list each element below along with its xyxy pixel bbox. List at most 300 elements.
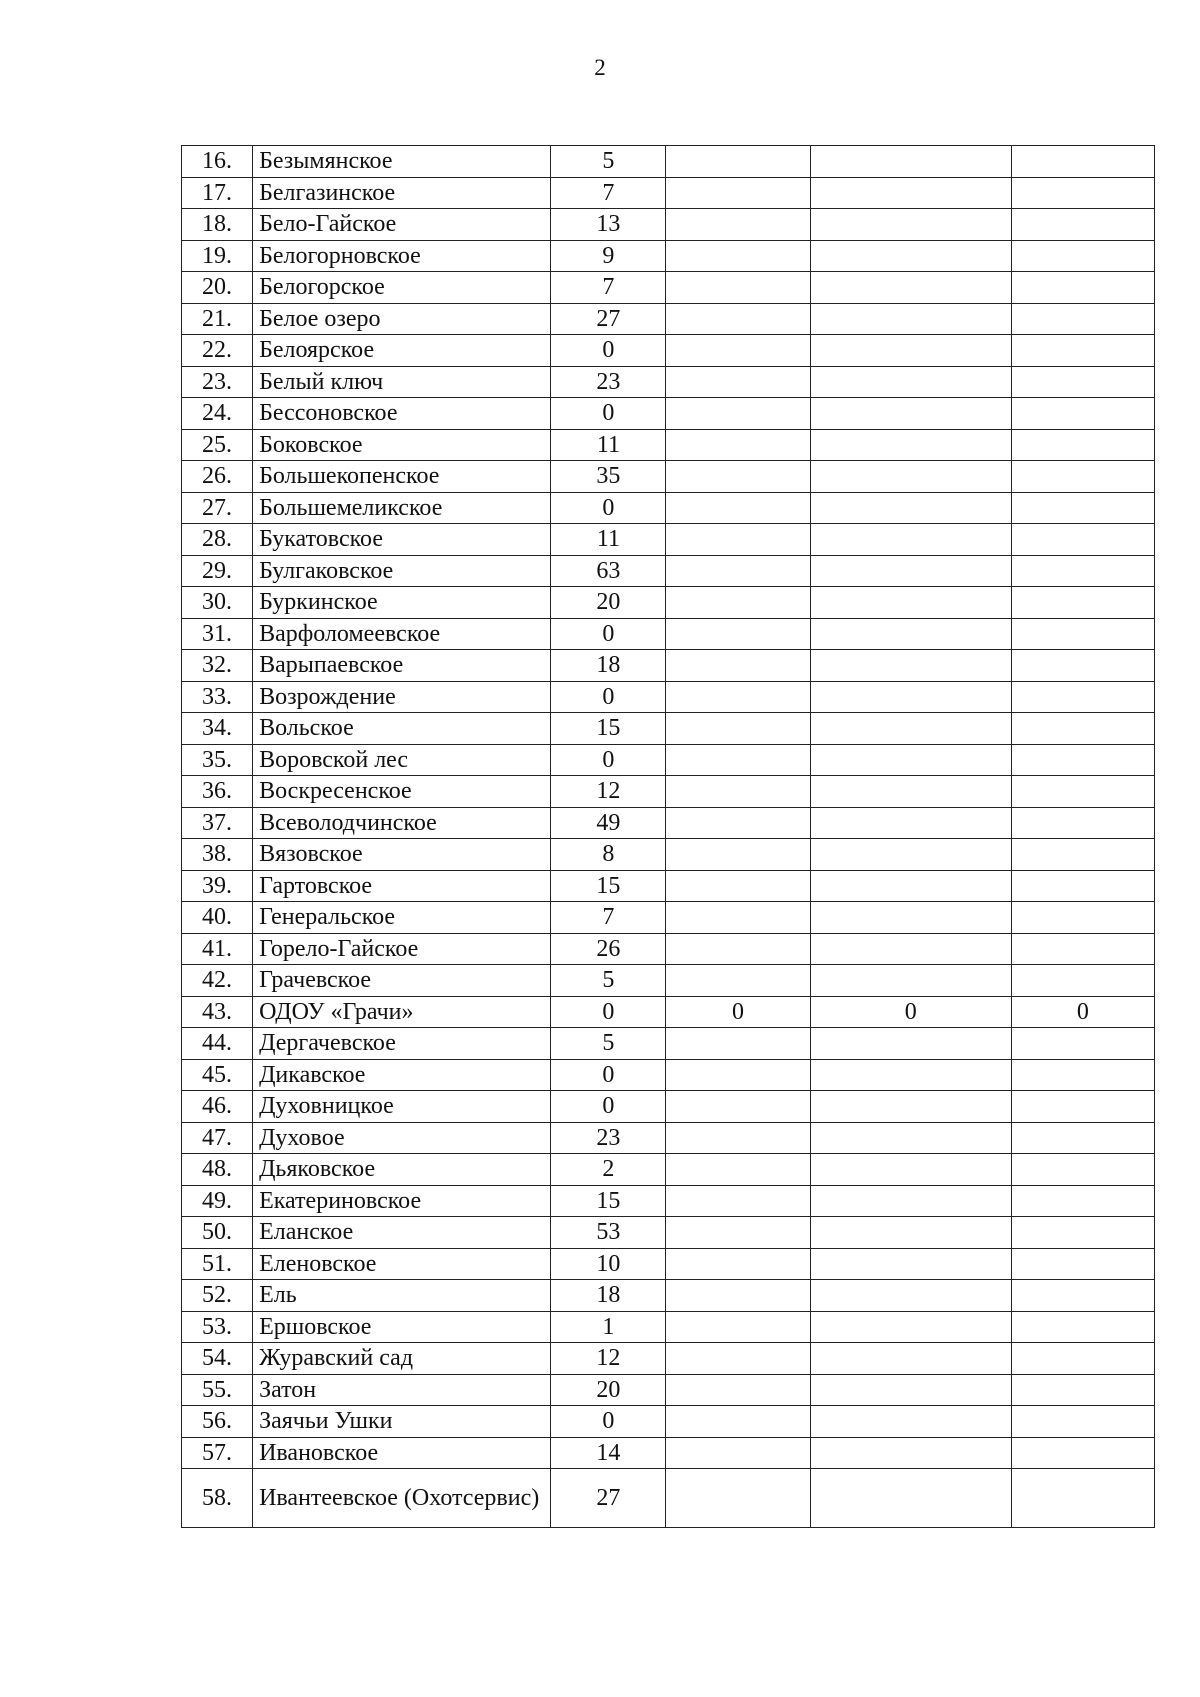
ground-name-cell: Грачевское — [253, 965, 551, 997]
ground-name-cell: Всеволодчинское — [253, 807, 551, 839]
extra-column-2-cell — [810, 1280, 1011, 1312]
extra-column-2-cell — [810, 1437, 1011, 1469]
extra-column-2-cell — [810, 429, 1011, 461]
ground-name-cell: Ивановское — [253, 1437, 551, 1469]
count-cell: 9 — [551, 240, 666, 272]
row-number-cell: 36. — [182, 776, 253, 808]
extra-column-1-cell — [666, 1437, 810, 1469]
extra-column-3-cell — [1011, 524, 1154, 556]
count-cell: 1 — [551, 1311, 666, 1343]
ground-name-cell: Большемеликское — [253, 492, 551, 524]
table-row — [182, 1028, 1155, 1060]
extra-column-3-cell — [1011, 1374, 1154, 1406]
extra-column-2-cell — [810, 713, 1011, 745]
extra-column-3-cell — [1011, 272, 1154, 304]
extra-column-3-cell — [1011, 1185, 1154, 1217]
extra-column-2-cell — [810, 618, 1011, 650]
row-number-cell: 27. — [182, 492, 253, 524]
table-row — [182, 744, 1155, 776]
table-row — [182, 713, 1155, 745]
ground-name-cell: Безымянское — [253, 146, 551, 178]
row-number-cell: 29. — [182, 555, 253, 587]
extra-column-2-cell — [810, 965, 1011, 997]
row-number-cell: 53. — [182, 1311, 253, 1343]
count-cell: 0 — [551, 1091, 666, 1123]
row-number-cell: 39. — [182, 870, 253, 902]
row-number-cell: 20. — [182, 272, 253, 304]
ground-name-cell: Возрождение — [253, 681, 551, 713]
ground-name-cell: Буркинское — [253, 587, 551, 619]
table-row — [182, 776, 1155, 808]
row-number-cell: 38. — [182, 839, 253, 871]
count-cell: 23 — [551, 1122, 666, 1154]
page-number: 2 — [594, 55, 606, 80]
extra-column-3-cell — [1011, 1469, 1154, 1528]
count-cell: 8 — [551, 839, 666, 871]
row-number-cell: 41. — [182, 933, 253, 965]
count-cell: 20 — [551, 587, 666, 619]
table-row — [182, 492, 1155, 524]
table-row — [182, 146, 1155, 178]
extra-column-3-cell — [1011, 1343, 1154, 1375]
row-number-cell: 40. — [182, 902, 253, 934]
extra-column-1-cell — [666, 1406, 810, 1438]
extra-column-3-cell — [1011, 807, 1154, 839]
table-row — [182, 1217, 1155, 1249]
count-cell: 14 — [551, 1437, 666, 1469]
extra-column-3-cell — [1011, 1028, 1154, 1060]
row-number-cell: 35. — [182, 744, 253, 776]
extra-column-1-cell — [666, 1185, 810, 1217]
table-row — [182, 1374, 1155, 1406]
row-number-cell: 31. — [182, 618, 253, 650]
row-number-cell: 16. — [182, 146, 253, 178]
table-row — [182, 1280, 1155, 1312]
count-cell: 0 — [551, 744, 666, 776]
ground-name-cell: Духовницкое — [253, 1091, 551, 1123]
extra-column-1-cell — [666, 713, 810, 745]
extra-column-3-cell — [1011, 492, 1154, 524]
extra-column-1-cell — [666, 429, 810, 461]
extra-column-1-cell — [666, 807, 810, 839]
extra-column-2-cell — [810, 524, 1011, 556]
count-cell: 0 — [551, 681, 666, 713]
table-row — [182, 335, 1155, 367]
extra-column-2-cell — [810, 461, 1011, 493]
extra-column-1-cell — [666, 1154, 810, 1186]
ground-name-cell: Варыпаевское — [253, 650, 551, 682]
extra-column-2-cell — [810, 1059, 1011, 1091]
table-row — [182, 1059, 1155, 1091]
count-cell: 2 — [551, 1154, 666, 1186]
ground-name-cell: Булгаковское — [253, 555, 551, 587]
ground-name-cell: Дикавское — [253, 1059, 551, 1091]
ground-name-cell: Затон — [253, 1374, 551, 1406]
extra-column-2-cell — [810, 335, 1011, 367]
count-cell: 15 — [551, 713, 666, 745]
extra-column-1-cell — [666, 587, 810, 619]
table-row — [182, 933, 1155, 965]
ground-name-cell: Заячьи Ушки — [253, 1406, 551, 1438]
extra-column-2-cell — [810, 1091, 1011, 1123]
extra-column-3-cell — [1011, 1091, 1154, 1123]
ground-name-cell: Варфоломеевское — [253, 618, 551, 650]
extra-column-3-cell — [1011, 1059, 1154, 1091]
extra-column-1-cell — [666, 744, 810, 776]
extra-column-2-cell — [810, 209, 1011, 241]
ground-name-cell: Екатериновское — [253, 1185, 551, 1217]
count-cell: 0 — [551, 398, 666, 430]
ground-name-cell: Букатовское — [253, 524, 551, 556]
extra-column-1-cell — [666, 1091, 810, 1123]
extra-column-3-cell — [1011, 744, 1154, 776]
ground-name-cell: Вязовское — [253, 839, 551, 871]
row-number-cell: 54. — [182, 1343, 253, 1375]
extra-column-1-cell — [666, 870, 810, 902]
row-number-cell: 26. — [182, 461, 253, 493]
row-number-cell: 17. — [182, 177, 253, 209]
ground-name-cell: Дьяковское — [253, 1154, 551, 1186]
count-cell: 15 — [551, 870, 666, 902]
ground-name-cell: Бессоновское — [253, 398, 551, 430]
extra-column-1-cell — [666, 1343, 810, 1375]
table-row — [182, 240, 1155, 272]
count-cell: 0 — [551, 996, 666, 1028]
extra-column-2-cell — [810, 681, 1011, 713]
extra-column-3-cell — [1011, 902, 1154, 934]
count-cell: 7 — [551, 272, 666, 304]
count-cell: 35 — [551, 461, 666, 493]
extra-column-2-cell — [810, 1185, 1011, 1217]
ground-name-cell: Бело-Гайское — [253, 209, 551, 241]
count-cell: 10 — [551, 1248, 666, 1280]
ground-name-cell: Белогорновское — [253, 240, 551, 272]
extra-column-3-cell — [1011, 177, 1154, 209]
extra-column-1-cell: 0 — [666, 996, 810, 1028]
extra-column-1-cell — [666, 650, 810, 682]
table-row — [182, 1437, 1155, 1469]
row-number-cell: 55. — [182, 1374, 253, 1406]
extra-column-1-cell — [666, 492, 810, 524]
count-cell: 11 — [551, 429, 666, 461]
extra-column-1-cell — [666, 1122, 810, 1154]
ground-name-cell: Воскресенское — [253, 776, 551, 808]
extra-column-2-cell — [810, 1122, 1011, 1154]
extra-column-1-cell — [666, 1374, 810, 1406]
ground-name-cell: Большекопенское — [253, 461, 551, 493]
extra-column-3-cell — [1011, 681, 1154, 713]
extra-column-1-cell — [666, 398, 810, 430]
table-row — [182, 1122, 1155, 1154]
table-row — [182, 618, 1155, 650]
table-row — [182, 1154, 1155, 1186]
row-number-cell: 34. — [182, 713, 253, 745]
extra-column-3-cell — [1011, 1311, 1154, 1343]
extra-column-3-cell — [1011, 713, 1154, 745]
extra-column-2-cell — [810, 1217, 1011, 1249]
table-row — [182, 1091, 1155, 1123]
row-number-cell: 56. — [182, 1406, 253, 1438]
extra-column-3-cell — [1011, 1217, 1154, 1249]
row-number-cell: 44. — [182, 1028, 253, 1060]
count-cell: 0 — [551, 1059, 666, 1091]
extra-column-1-cell — [666, 209, 810, 241]
table-row — [182, 177, 1155, 209]
extra-column-3-cell — [1011, 240, 1154, 272]
table-row — [182, 524, 1155, 556]
row-number-cell: 43. — [182, 996, 253, 1028]
extra-column-3-cell — [1011, 1122, 1154, 1154]
table-row — [182, 1406, 1155, 1438]
extra-column-2-cell — [810, 555, 1011, 587]
ground-name-cell: Боковское — [253, 429, 551, 461]
extra-column-2-cell — [810, 933, 1011, 965]
extra-column-1-cell — [666, 681, 810, 713]
count-cell: 5 — [551, 965, 666, 997]
extra-column-1-cell — [666, 1248, 810, 1280]
count-cell: 20 — [551, 1374, 666, 1406]
extra-column-2-cell — [810, 807, 1011, 839]
extra-column-1-cell — [666, 933, 810, 965]
count-cell: 27 — [551, 303, 666, 335]
extra-column-3-cell — [1011, 839, 1154, 871]
table-row — [182, 366, 1155, 398]
ground-name-cell: Белый ключ — [253, 366, 551, 398]
extra-column-2-cell — [810, 366, 1011, 398]
extra-column-3-cell — [1011, 1280, 1154, 1312]
extra-column-2-cell — [810, 1343, 1011, 1375]
extra-column-1-cell — [666, 555, 810, 587]
extra-column-2-cell — [810, 650, 1011, 682]
ground-name-cell: Ель — [253, 1280, 551, 1312]
extra-column-2-cell — [810, 1374, 1011, 1406]
table-row — [182, 398, 1155, 430]
extra-column-1-cell — [666, 146, 810, 178]
extra-column-1-cell — [666, 839, 810, 871]
extra-column-1-cell — [666, 177, 810, 209]
table-row — [182, 429, 1155, 461]
table-row — [182, 650, 1155, 682]
count-cell: 5 — [551, 146, 666, 178]
table-row — [182, 839, 1155, 871]
count-cell: 23 — [551, 366, 666, 398]
extra-column-3-cell — [1011, 776, 1154, 808]
row-number-cell: 51. — [182, 1248, 253, 1280]
table-row — [182, 996, 1155, 1028]
extra-column-1-cell — [666, 1311, 810, 1343]
table-row — [182, 681, 1155, 713]
row-number-cell: 30. — [182, 587, 253, 619]
ground-name-cell: Ершовское — [253, 1311, 551, 1343]
extra-column-3-cell — [1011, 1248, 1154, 1280]
extra-column-2-cell — [810, 587, 1011, 619]
table-row — [182, 209, 1155, 241]
ground-name-cell: Белое озеро — [253, 303, 551, 335]
table-row — [182, 807, 1155, 839]
count-cell: 49 — [551, 807, 666, 839]
count-cell: 12 — [551, 1343, 666, 1375]
extra-column-3-cell — [1011, 618, 1154, 650]
extra-column-2-cell — [810, 146, 1011, 178]
row-number-cell: 57. — [182, 1437, 253, 1469]
row-number-cell: 18. — [182, 209, 253, 241]
ground-name-cell: Журавский сад — [253, 1343, 551, 1375]
extra-column-3-cell — [1011, 1154, 1154, 1186]
extra-column-2-cell — [810, 839, 1011, 871]
extra-column-2-cell — [810, 398, 1011, 430]
extra-column-1-cell — [666, 524, 810, 556]
row-number-cell: 23. — [182, 366, 253, 398]
extra-column-2-cell: 0 — [810, 996, 1011, 1028]
extra-column-3-cell — [1011, 209, 1154, 241]
row-number-cell: 33. — [182, 681, 253, 713]
extra-column-1-cell — [666, 1059, 810, 1091]
extra-column-3-cell — [1011, 429, 1154, 461]
extra-column-1-cell — [666, 335, 810, 367]
extra-column-3-cell — [1011, 366, 1154, 398]
extra-column-3-cell — [1011, 1406, 1154, 1438]
extra-column-3-cell — [1011, 555, 1154, 587]
extra-column-2-cell — [810, 1311, 1011, 1343]
extra-column-2-cell — [810, 776, 1011, 808]
extra-column-3-cell — [1011, 650, 1154, 682]
row-number-cell: 24. — [182, 398, 253, 430]
ground-name-cell: Духовое — [253, 1122, 551, 1154]
extra-column-2-cell — [810, 744, 1011, 776]
ground-name-cell: Ивантеевское (Охотсервис) — [253, 1469, 551, 1528]
extra-column-1-cell — [666, 461, 810, 493]
count-cell: 63 — [551, 555, 666, 587]
extra-column-1-cell — [666, 303, 810, 335]
table-row — [182, 272, 1155, 304]
extra-column-1-cell — [666, 902, 810, 934]
count-cell: 5 — [551, 1028, 666, 1060]
count-cell: 15 — [551, 1185, 666, 1217]
row-number-cell: 37. — [182, 807, 253, 839]
extra-column-3-cell — [1011, 870, 1154, 902]
extra-column-2-cell — [810, 902, 1011, 934]
table-row — [182, 555, 1155, 587]
ground-name-cell: Воровской лес — [253, 744, 551, 776]
count-cell: 11 — [551, 524, 666, 556]
row-number-cell: 28. — [182, 524, 253, 556]
ground-name-cell: Генеральское — [253, 902, 551, 934]
ground-name-cell: Дергачевское — [253, 1028, 551, 1060]
table-row — [182, 1343, 1155, 1375]
extra-column-2-cell — [810, 492, 1011, 524]
row-number-cell: 19. — [182, 240, 253, 272]
extra-column-2-cell — [810, 177, 1011, 209]
extra-column-3-cell — [1011, 1437, 1154, 1469]
table-row — [182, 870, 1155, 902]
count-cell: 18 — [551, 1280, 666, 1312]
extra-column-1-cell — [666, 965, 810, 997]
count-cell: 18 — [551, 650, 666, 682]
row-number-cell: 45. — [182, 1059, 253, 1091]
count-cell: 7 — [551, 902, 666, 934]
extra-column-1-cell — [666, 1280, 810, 1312]
row-number-cell: 22. — [182, 335, 253, 367]
count-cell: 27 — [551, 1469, 666, 1528]
row-number-cell: 52. — [182, 1280, 253, 1312]
extra-column-2-cell — [810, 240, 1011, 272]
count-cell: 12 — [551, 776, 666, 808]
extra-column-2-cell — [810, 1406, 1011, 1438]
row-number-cell: 46. — [182, 1091, 253, 1123]
ground-name-cell: Белогорское — [253, 272, 551, 304]
row-number-cell: 21. — [182, 303, 253, 335]
row-number-cell: 25. — [182, 429, 253, 461]
ground-name-cell: Гартовское — [253, 870, 551, 902]
table-row — [182, 965, 1155, 997]
extra-column-1-cell — [666, 776, 810, 808]
count-cell: 13 — [551, 209, 666, 241]
table-body — [182, 146, 1155, 1528]
extra-column-1-cell — [666, 618, 810, 650]
table-row — [182, 303, 1155, 335]
count-cell: 26 — [551, 933, 666, 965]
ground-name-cell: Вольское — [253, 713, 551, 745]
extra-column-2-cell — [810, 1469, 1011, 1528]
count-cell: 7 — [551, 177, 666, 209]
extra-column-3-cell — [1011, 146, 1154, 178]
extra-column-3-cell — [1011, 933, 1154, 965]
count-cell: 0 — [551, 618, 666, 650]
count-cell: 53 — [551, 1217, 666, 1249]
ground-name-cell: Белоярское — [253, 335, 551, 367]
row-number-cell: 47. — [182, 1122, 253, 1154]
row-number-cell: 58. — [182, 1469, 253, 1528]
count-cell: 0 — [551, 1406, 666, 1438]
row-number-cell: 48. — [182, 1154, 253, 1186]
extra-column-3-cell — [1011, 303, 1154, 335]
table-row — [182, 1311, 1155, 1343]
count-cell: 0 — [551, 335, 666, 367]
extra-column-2-cell — [810, 1028, 1011, 1060]
row-number-cell: 42. — [182, 965, 253, 997]
extra-column-1-cell — [666, 272, 810, 304]
table-row — [182, 587, 1155, 619]
extra-column-3-cell — [1011, 965, 1154, 997]
table-row — [182, 461, 1155, 493]
row-number-cell: 32. — [182, 650, 253, 682]
hunting-grounds-table — [181, 145, 1155, 1528]
extra-column-1-cell — [666, 1469, 810, 1528]
ground-name-cell: Белгазинское — [253, 177, 551, 209]
table-row — [182, 1469, 1155, 1528]
ground-name-cell: ОДОУ «Грачи» — [253, 996, 551, 1028]
extra-column-3-cell — [1011, 398, 1154, 430]
ground-name-cell: Горело-Гайское — [253, 933, 551, 965]
ground-name-cell: Еланское — [253, 1217, 551, 1249]
extra-column-3-cell — [1011, 587, 1154, 619]
extra-column-3-cell: 0 — [1011, 996, 1154, 1028]
table-row — [182, 1248, 1155, 1280]
extra-column-3-cell — [1011, 335, 1154, 367]
extra-column-1-cell — [666, 1217, 810, 1249]
extra-column-2-cell — [810, 1154, 1011, 1186]
extra-column-2-cell — [810, 303, 1011, 335]
extra-column-3-cell — [1011, 461, 1154, 493]
row-number-cell: 50. — [182, 1217, 253, 1249]
ground-name-cell: Еленовское — [253, 1248, 551, 1280]
extra-column-1-cell — [666, 366, 810, 398]
extra-column-1-cell — [666, 240, 810, 272]
extra-column-2-cell — [810, 1248, 1011, 1280]
extra-column-2-cell — [810, 272, 1011, 304]
extra-column-1-cell — [666, 1028, 810, 1060]
table-row — [182, 1185, 1155, 1217]
